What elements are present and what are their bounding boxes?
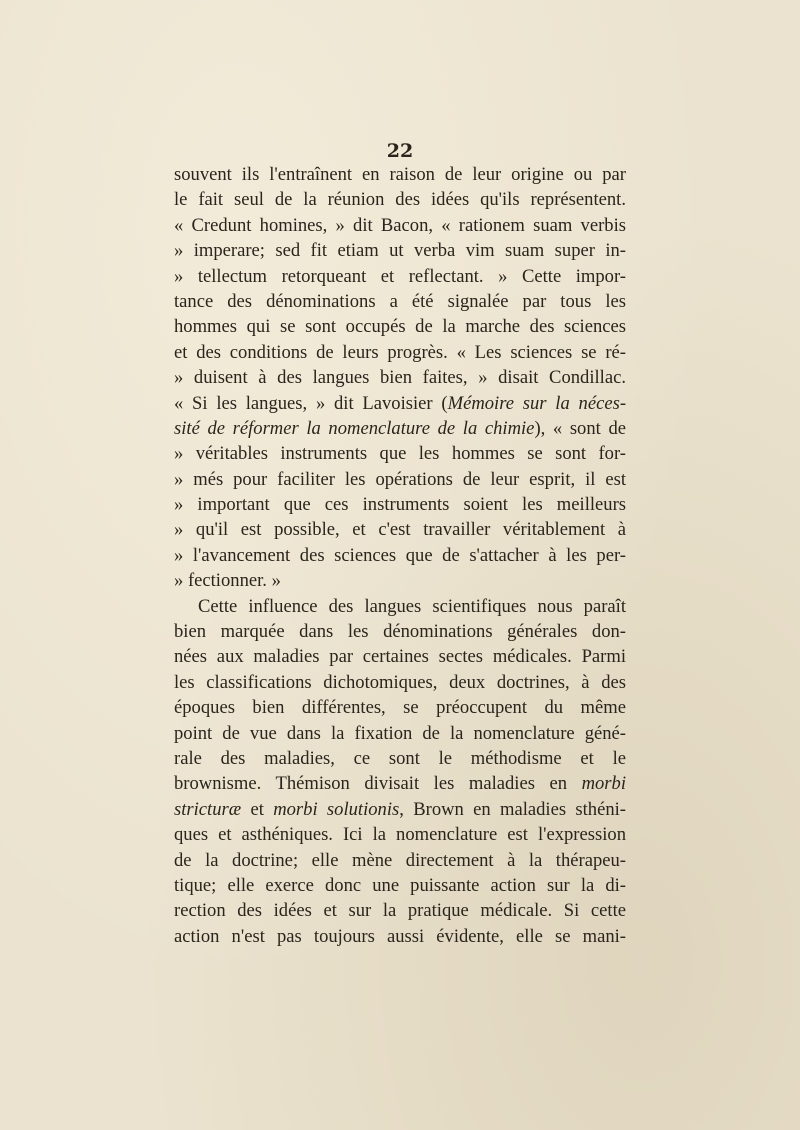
text-line — [174, 898, 626, 923]
paragraph — [174, 162, 626, 594]
text-line — [174, 441, 626, 466]
text-line — [174, 365, 626, 390]
italic-text: stricturæ — [174, 798, 242, 820]
text-line — [174, 797, 626, 822]
italic-text: sité de réformer la nomenclature de la chimie — [174, 417, 535, 439]
text-run: point de vue dans la fixation de la nomenclature géné- — [174, 722, 626, 744]
page-number: 22 — [386, 140, 414, 162]
text-line — [174, 416, 626, 441]
text-line — [174, 543, 626, 568]
text-line — [174, 517, 626, 542]
text-run: et — [241, 798, 274, 820]
text-run: rection des idées et sur la pratique médicale. Si cette — [174, 900, 626, 922]
text-run: les classifications dichotomiques, deux doctrines, à des — [174, 671, 626, 693]
text-line — [174, 213, 626, 238]
text-line — [174, 289, 626, 314]
text-run: ques et asthéniques. Ici la nomenclature est l'expression — [174, 824, 626, 846]
text-line — [174, 746, 626, 771]
text-run: » l'avancement des sciences que de s'attacher à les per- — [174, 544, 626, 566]
text-line — [174, 924, 626, 949]
paragraph — [174, 594, 626, 949]
text-line — [174, 314, 626, 339]
text-line — [174, 162, 626, 187]
body-text — [174, 162, 626, 949]
text-run: » important que ces instruments soient les meilleurs — [174, 494, 626, 516]
text-line — [174, 873, 626, 898]
text-line — [174, 721, 626, 746]
italic-text: Mémoire sur la néces- — [447, 392, 627, 414]
text-line — [174, 771, 626, 796]
text-line — [174, 594, 626, 619]
text-line — [174, 619, 626, 644]
text-run: nées aux maladies par certaines sectes médicales. Parmi — [174, 646, 626, 668]
text-line — [174, 568, 626, 593]
text-run: Cette influence des langues scientifiques nous paraît — [198, 595, 626, 617]
italic-text: morbi — [581, 773, 626, 795]
text-run: rale des maladies, ce sont le méthodisme et le — [174, 747, 626, 769]
text-run: tique; elle exerce donc une puissante action sur la di- — [174, 874, 626, 896]
text-run: » més pour faciliter les opérations de leur esprit, il est — [174, 468, 626, 490]
text-line — [174, 670, 626, 695]
text-run: le fait seul de la réunion des idées qu'ils représentent. — [174, 189, 626, 211]
text-run: de la doctrine; elle mène directement à la thérapeu- — [174, 849, 626, 871]
text-line — [174, 467, 626, 492]
text-run: » véritables instruments que les hommes se sont for- — [174, 443, 626, 465]
text-run: ), « sont de — [534, 417, 626, 439]
text-run: » duisent à des langues bien faites, » disait Condillac. — [174, 367, 626, 389]
text-line — [174, 822, 626, 847]
text-run: » imperare; sed fit etiam ut verba vim suam super in- — [174, 240, 626, 262]
text-line — [174, 187, 626, 212]
text-run: » tellectum retorqueant et reflectant. » Cette impor- — [174, 265, 626, 287]
text-run: action n'est pas toujours aussi évidente, elle se mani- — [174, 925, 626, 947]
text-run: et des conditions de leurs progrès. « Les sciences se ré- — [174, 341, 626, 363]
text-run: « Credunt homines, » dit Bacon, « rationem suam verbis — [174, 214, 626, 236]
text-line — [174, 340, 626, 365]
text-line — [174, 644, 626, 669]
text-run: brownisme. Thémison divisait les maladies en — [174, 773, 582, 795]
text-line — [174, 264, 626, 289]
text-run: » qu'il est possible, et c'est travailler véritablement à — [174, 519, 626, 541]
text-run: , Brown en maladies sthéni- — [399, 798, 626, 820]
italic-text: morbi solutionis — [273, 798, 400, 820]
text-line — [174, 492, 626, 517]
text-line — [174, 238, 626, 263]
text-run: » fectionner. » — [174, 570, 281, 592]
text-run: époques bien différentes, se préoccupent du même — [174, 697, 626, 719]
text-line — [174, 695, 626, 720]
text-run: « Si les langues, » dit Lavoisier ( — [174, 392, 448, 414]
text-line — [174, 391, 626, 416]
text-line — [174, 848, 626, 873]
text-run: tance des dénominations a été signalée par tous les — [174, 290, 626, 312]
text-run: souvent ils l'entraînent en raison de leur origine ou par — [174, 164, 626, 185]
text-run: hommes qui se sont occupés de la marche des sciences — [174, 316, 626, 338]
text-run: bien marquée dans les dénominations générales don- — [174, 621, 626, 643]
